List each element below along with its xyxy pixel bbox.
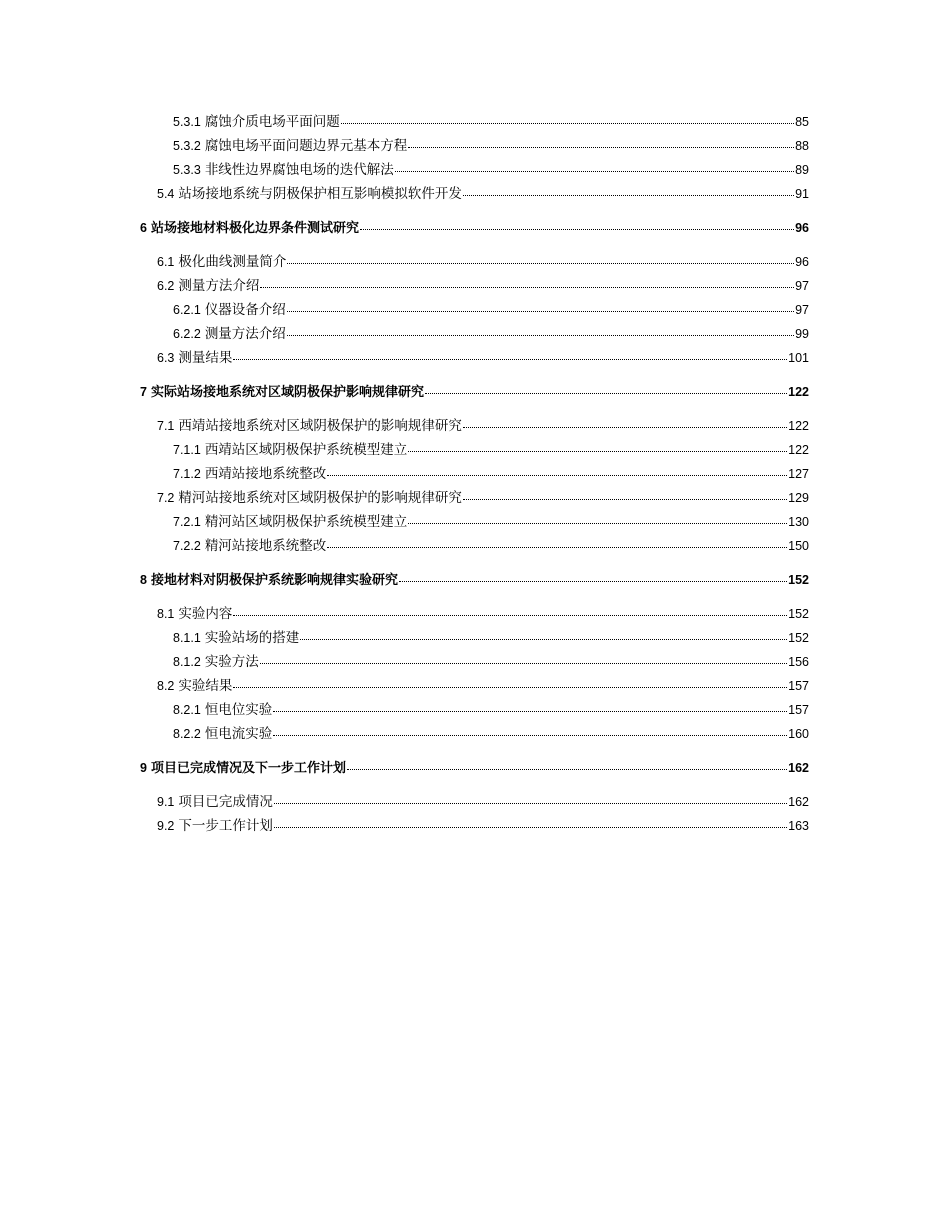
toc-entry-page: 88: [795, 139, 809, 153]
toc-entry-title: 项目已完成情况及下一步工作计划: [150, 760, 346, 775]
toc-entry-number: 7.1: [157, 419, 175, 433]
toc-dot-leader: [274, 826, 787, 828]
toc-entry-number: 8: [140, 573, 147, 587]
toc-entry-title: 项目已完成情况: [178, 794, 273, 809]
toc-entry-title: 测量结果: [178, 350, 233, 365]
toc-dot-leader: [408, 146, 794, 148]
toc-entry[interactable]: [173, 137, 809, 155]
toc-entry[interactable]: [173, 325, 809, 343]
toc-entry-title: 精河站接地系统整改: [204, 538, 327, 553]
toc-dot-leader: [327, 474, 787, 476]
toc-entry-page: 96: [795, 255, 809, 269]
toc-entry-number: 5.4: [157, 187, 175, 201]
toc-entry-page: 152: [788, 573, 809, 587]
toc-dot-leader: [273, 734, 787, 736]
toc-entry-title: 测量方法介绍: [178, 278, 260, 293]
toc-dot-leader: [463, 194, 794, 196]
toc-entry[interactable]: [157, 417, 809, 435]
toc-dot-leader: [408, 450, 787, 452]
toc-dot-leader: [287, 262, 794, 264]
toc-entry[interactable]: [173, 113, 809, 131]
toc-entry-number: 8.1.1: [173, 631, 201, 645]
toc-chapter-entry[interactable]: [140, 219, 809, 237]
toc-entry-page: 91: [795, 187, 809, 201]
toc-entry[interactable]: [173, 537, 809, 555]
toc-entry-page: 101: [788, 351, 809, 365]
toc-entry[interactable]: [157, 185, 809, 203]
toc-entry-number: 5.3.3: [173, 163, 201, 177]
toc-entry[interactable]: [157, 489, 809, 507]
toc-entry-number: 7.1.1: [173, 443, 201, 457]
toc-entry-page: 122: [788, 385, 809, 399]
toc-entry-number: 6.2.2: [173, 327, 201, 341]
toc-dot-leader: [287, 310, 794, 312]
toc-entry-page: 97: [795, 303, 809, 317]
toc-entry-number: 9.1: [157, 795, 175, 809]
toc-entry-page: 122: [788, 419, 809, 433]
toc-entry-page: 162: [788, 795, 809, 809]
toc-entry-title: 精河站接地系统对区域阴极保护的影响规律研究: [178, 490, 462, 505]
toc-dot-leader: [399, 580, 787, 582]
toc-entry-title: 下一步工作计划: [178, 818, 273, 833]
toc-dot-leader: [273, 710, 787, 712]
toc-entry-title: 站场接地系统与阴极保护相互影响模拟软件开发: [178, 186, 462, 201]
toc-dot-leader: [233, 358, 787, 360]
toc-entry-title: 站场接地材料极化边界条件测试研究: [150, 220, 359, 235]
toc-entry-number: 7.2.1: [173, 515, 201, 529]
toc-entry-page: 163: [788, 819, 809, 833]
toc-dot-leader: [260, 286, 794, 288]
toc-chapter-entry[interactable]: [140, 383, 809, 401]
toc-entry-title: 实验站场的搭建: [204, 630, 300, 645]
toc-dot-leader: [260, 662, 787, 664]
toc-dot-leader: [274, 802, 787, 804]
toc-entry-page: 162: [788, 761, 809, 775]
toc-dot-leader: [425, 392, 787, 394]
toc-entry-title: 仪器设备介绍: [204, 302, 286, 317]
toc-entry[interactable]: [157, 253, 809, 271]
toc-entry-number: 8.2: [157, 679, 175, 693]
toc-entry[interactable]: [157, 277, 809, 295]
toc-entry[interactable]: [157, 677, 809, 695]
toc-entry-page: 150: [788, 539, 809, 553]
toc-entry[interactable]: [173, 725, 809, 743]
toc-entry-title: 腐蚀介质电场平面问题: [204, 114, 340, 129]
toc-entry-page: 97: [795, 279, 809, 293]
toc-entry-number: 8.1.2: [173, 655, 201, 669]
toc-dot-leader: [341, 122, 794, 124]
toc-entry-number: 8.2.2: [173, 727, 201, 741]
toc-entry[interactable]: [173, 701, 809, 719]
toc-entry-page: 99: [795, 327, 809, 341]
toc-dot-leader: [327, 546, 787, 548]
toc-dot-leader: [233, 614, 787, 616]
toc-entry-page: 160: [788, 727, 809, 741]
toc-entry[interactable]: [157, 793, 809, 811]
toc-entry-title: 测量方法介绍: [204, 326, 286, 341]
toc-entry-title: 非线性边界腐蚀电场的迭代解法: [204, 162, 394, 177]
toc-entry-title: 实验结果: [178, 678, 233, 693]
toc-entry-title: 腐蚀电场平面问题边界元基本方程: [204, 138, 408, 153]
toc-entry-number: 8.2.1: [173, 703, 201, 717]
toc-entry-number: 6.2: [157, 279, 175, 293]
toc-entry-title: 恒电流实验: [204, 726, 273, 741]
toc-entry-number: 5.3.2: [173, 139, 201, 153]
toc-dot-leader: [395, 170, 794, 172]
toc-chapter-entry[interactable]: [140, 759, 809, 777]
toc-entry[interactable]: [157, 605, 809, 623]
toc-entry[interactable]: [173, 441, 809, 459]
toc-entry-page: 152: [788, 607, 809, 621]
toc-dot-leader: [463, 426, 787, 428]
toc-entry-page: 130: [788, 515, 809, 529]
toc-entry-number: 6.1: [157, 255, 175, 269]
toc-entry-number: 6: [140, 221, 147, 235]
toc-chapter-entry[interactable]: [140, 571, 809, 589]
toc-entry-number: 7: [140, 385, 147, 399]
toc-entry-title: 西靖站接地系统整改: [204, 466, 327, 481]
toc-entry-number: 8.1: [157, 607, 175, 621]
toc-entry-page: 89: [795, 163, 809, 177]
toc-dot-leader: [300, 638, 787, 640]
toc-entry-number: 9.2: [157, 819, 175, 833]
toc-entry-number: 7.2.2: [173, 539, 201, 553]
toc-entry-title: 实验内容: [178, 606, 233, 621]
toc-entry-page: 157: [788, 679, 809, 693]
toc-entry-title: 恒电位实验: [204, 702, 273, 717]
toc-dot-leader: [360, 228, 794, 230]
toc-entry-title: 极化曲线测量简介: [178, 254, 287, 269]
toc-entry-page: 152: [788, 631, 809, 645]
toc-entry-number: 9: [140, 761, 147, 775]
toc-entry-page: 157: [788, 703, 809, 717]
toc-entry-page: 127: [788, 467, 809, 481]
toc-entry[interactable]: [157, 817, 809, 835]
toc-entry-page: 85: [795, 115, 809, 129]
toc-entry-title: 西靖站接地系统对区域阴极保护的影响规律研究: [178, 418, 462, 433]
toc-dot-leader: [463, 498, 787, 500]
toc-entry-title: 精河站区域阴极保护系统模型建立: [204, 514, 408, 529]
toc-entry-number: 5.3.1: [173, 115, 201, 129]
toc-entry[interactable]: [173, 301, 809, 319]
toc-entry-number: 7.1.2: [173, 467, 201, 481]
toc-entry-number: 7.2: [157, 491, 175, 505]
toc-entry-number: 6.3: [157, 351, 175, 365]
toc-entry[interactable]: [157, 349, 809, 367]
toc-entry-page: 122: [788, 443, 809, 457]
toc-entry-title: 实验方法: [204, 654, 259, 669]
toc-entry-title: 接地材料对阴极保护系统影响规律实验研究: [150, 572, 398, 587]
toc-entry-page: 96: [795, 221, 809, 235]
toc-entry[interactable]: [173, 513, 809, 531]
toc-dot-leader: [347, 768, 787, 770]
toc-entry[interactable]: [173, 629, 809, 647]
toc-entry-page: 156: [788, 655, 809, 669]
toc-entry-title: 实际站场接地系统对区域阴极保护影响规律研究: [150, 384, 424, 399]
toc-entry[interactable]: [173, 653, 809, 671]
toc-dot-leader: [233, 686, 787, 688]
toc-entry-page: 129: [788, 491, 809, 505]
toc-dot-leader: [287, 334, 794, 336]
toc-entry[interactable]: [173, 465, 809, 483]
toc-dot-leader: [408, 522, 787, 524]
toc-entry[interactable]: [173, 161, 809, 179]
toc-entry-title: 西靖站区域阴极保护系统模型建立: [204, 442, 408, 457]
toc-entry-number: 6.2.1: [173, 303, 201, 317]
